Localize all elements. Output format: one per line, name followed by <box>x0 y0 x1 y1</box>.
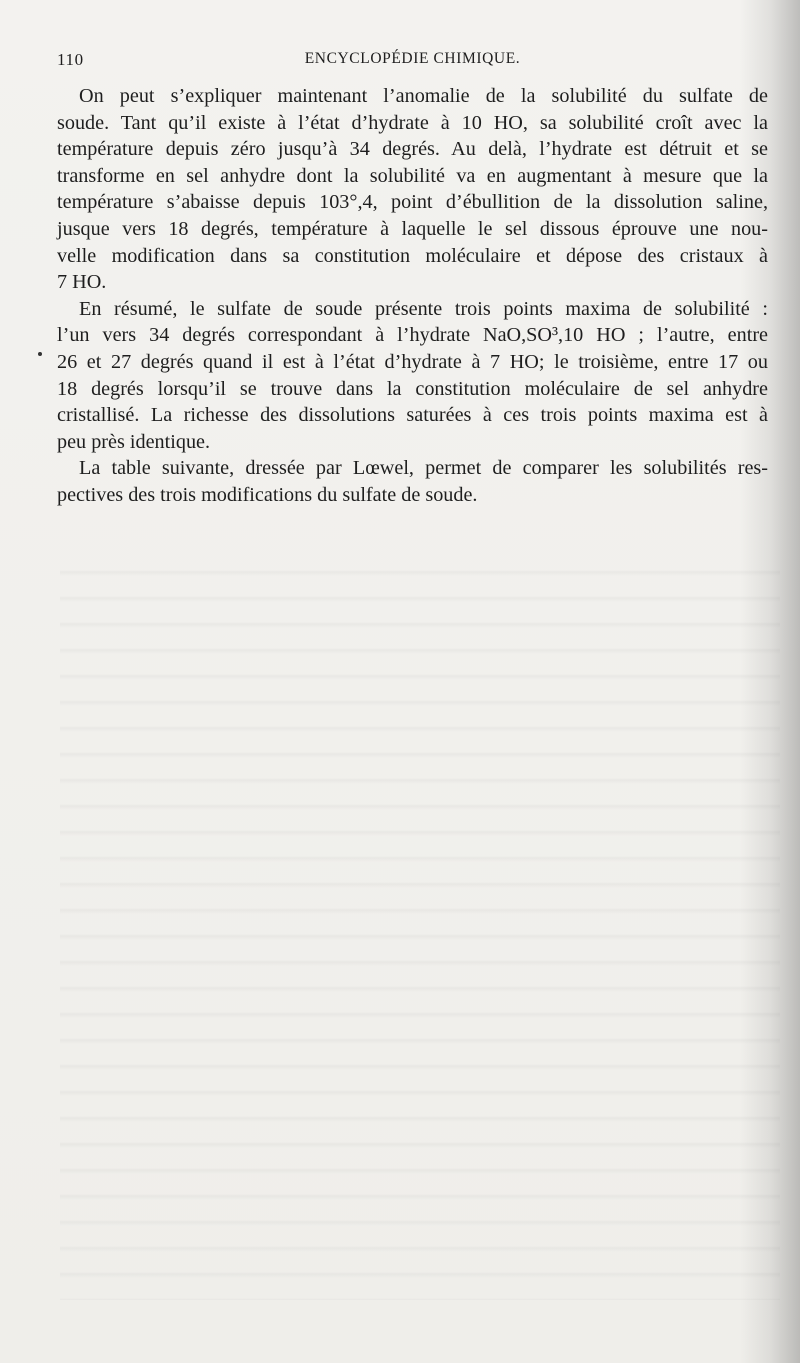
text-line: transforme en sel anhydre dont la solubilité va en augmentant à mesure que la <box>57 164 768 187</box>
text-line: pectives des trois modifications du sulfate de soude. <box>57 483 478 506</box>
text-line: 7 HO. <box>57 271 107 294</box>
reverse-side-bleed-through <box>60 560 780 1300</box>
text-line: température depuis zéro jusqu’à 34 degrés. Au delà, l’hydrate est détruit et se <box>57 138 768 161</box>
text-line: cristallisé. La richesse des dissolutions saturées à ces trois points maxima est à <box>57 404 768 427</box>
text-line: 18 degrés lorsqu’il se trouve dans la constitution moléculaire de sel anhydre <box>57 377 768 400</box>
page-number: 110 <box>57 50 84 69</box>
page-header <box>57 50 768 74</box>
text-line: velle modification dans sa constitution moléculaire et dépose des cristaux à <box>57 244 768 267</box>
text-line: l’un vers 34 degrés correspondant à l’hydrate NaO,SO³,10 HO ; l’autre, entre <box>57 324 768 347</box>
text-line: On peut s’expliquer maintenant l’anomalie de la solubilité du sulfate de <box>79 85 768 107</box>
margin-mark <box>38 352 42 356</box>
text-line: température s’abaisse depuis 103°,4, point d’ébullition de la dissolution saline, <box>57 191 768 214</box>
text-line: 26 et 27 degrés quand il est à l’état d’hydrate à 7 HO; le troisième, entre 17 ou <box>57 350 768 373</box>
body-text <box>57 83 768 509</box>
text-line: soude. Tant qu’il existe à l’état d’hydrate à 10 HO, sa solubilité croît avec la <box>57 111 768 134</box>
text-line: peu près identique. <box>57 430 211 453</box>
text-line: En résumé, le sulfate de soude présente trois points maxima de solubilité : <box>79 297 768 320</box>
text-line: jusque vers 18 degrés, température à laquelle le sel dissous éprouve une nou- <box>57 217 768 240</box>
running-title: ENCYCLOPÉDIE CHIMIQUE. <box>304 50 521 67</box>
text-line: La table suivante, dressée par Lœwel, permet de comparer les solubilités res- <box>79 457 768 480</box>
